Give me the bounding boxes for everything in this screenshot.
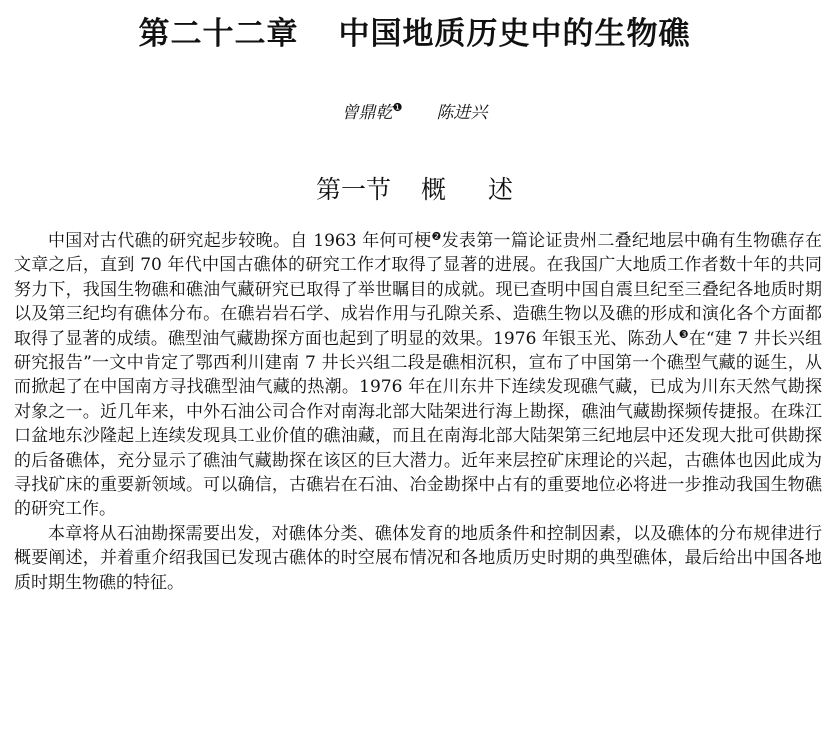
chapter-title	[0, 8, 829, 53]
chapter-number: 第二十二章	[138, 16, 299, 52]
author-name: 曾鼎乾	[341, 103, 393, 123]
paragraph: 本章将从石油勘探需要出发，对礁体分类、礁体发育的地质条件和控制因素，以及礁体的分布规律进行概要阐述，并着重介绍我国已发现古礁体的时空展布情况和各地质历史时期的典型礁体，最后给出中国各地质时期生物礁的特征。	[14, 523, 822, 593]
section-title	[0, 170, 829, 206]
paragraph-text: 发表第一篇论证贵州二叠纪地层中确有生物礁存在文章之后，直到 70 年代中国古礁体的研究工作才取得了显著的进展。在我国广大地质工作者数十年的共同努力下，我国生物礁和礁油气藏研究已取得了举世瞩目的成就。现已查明中国自震旦纪至三叠纪各地质时期以及第三纪均有礁体分布。在礁岩岩石学、成岩作用与孔隙关系、造礁生物以及礁的形成和演化各个方面都取得了显著的成绩。礁型油气藏勘探方面也起到了明显的效果。1976 年银玉光、陈劲人	[14, 231, 822, 349]
author-name: 陈进兴	[436, 103, 488, 123]
section-title-part1: 概	[420, 175, 446, 204]
paragraph	[14, 229, 822, 522]
paragraph-text: 中国对古代礁的研究起步较晚。自 1963 年何可梗	[48, 231, 432, 251]
section-title-part2: 述	[488, 175, 514, 204]
footnote-marker: ❸	[678, 327, 689, 341]
body-text	[14, 229, 822, 595]
section-number: 第一节	[315, 175, 391, 204]
paragraph-text: 在“建 7 井长兴组研究报告”一文中肯定了鄂西利川建南 7 井长兴组二段是礁相沉积，宣布了中国第一个礁型气藏的诞生，从而掀起了在中国南方寻找礁型油气藏的热潮。1976 年在川东井下连续发现礁气藏，已成为川东天然气勘探对象之一。近几年来，中外石油公司合作对南海北部大陆架进行海上勘探，礁油气藏勘探频传捷报。在珠江口盆地东沙隆起上连续发现具工业价值的礁油藏，而且在南海北部大陆架第三纪地层中还发现大批可供勘探的后备礁体，充分显示了礁油气藏勘探在该区的巨大潜力。近年来层控矿床理论的兴起，古礁体也因此成为寻找矿床的重要新领域。可以确信，古礁岩在石油、冶金勘探中占有的重要地位必将进一步推动我国生物礁的研究工作。	[14, 328, 822, 520]
footnote-marker: ❷	[431, 230, 442, 243]
footnote-marker: ❶	[392, 101, 403, 114]
author-line	[0, 98, 829, 123]
chapter-name: 中国地质历史中的生物礁	[338, 16, 691, 52]
